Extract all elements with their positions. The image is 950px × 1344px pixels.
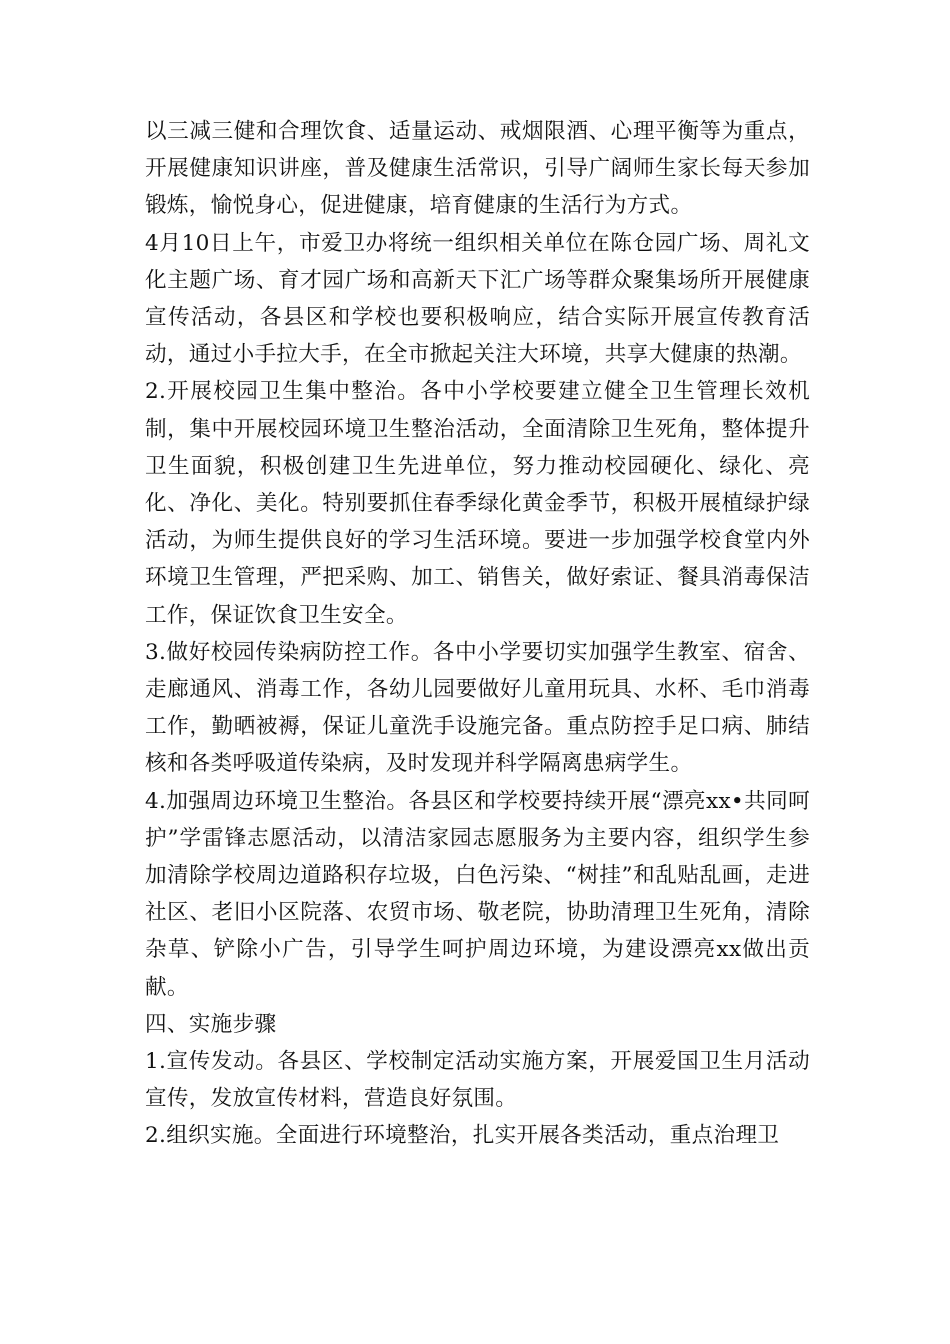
document-body <box>145 113 810 1155</box>
paragraph-health-education: 以三减三健和合理饮食、适量运动、戒烟限酒、心理平衡等为重点，开展健康知识讲座，普及健康生活常识，引导广阔师生家长每天参加锻炼，愉悦身心，促进健康，培育健康的生活行为方式。 <box>145 119 810 219</box>
paragraph-publicity: 1.宣传发动。各县区、学校制定活动实施方案，开展爱国卫生月活动宣传，发放宣传材料，营造良好氛围。 <box>145 1049 810 1112</box>
paragraph-disease-control: 3.做好校园传染病防控工作。各中小学要切实加强学生教室、宿舍、走廊通风、消毒工作，各幼儿园要做好儿童用玩具、水杯、毛巾消毒工作，勤晒被褥，保证儿童洗手设施完备。重点防控手足口病、肺结核和各类呼吸道传染病，及时发现并科学隔离患病学生。 <box>145 639 810 777</box>
paragraph-organization: 2.组织实施。全面进行环境整治，扎实开展各类活动，重点治理卫 <box>145 1123 780 1149</box>
paragraph-april-campaign: 4月10日上午，市爱卫办将统一组织相关单位在陈仓园广场、周礼文化主题广场、育才园广场和高新天下汇广场等群众聚集场所开展健康宣传活动，各县区和学校也要积极响应，结合实际开展宣传教育活动，通过小手拉大手，在全市掀起关注大环境，共享大健康的热潮。 <box>145 230 810 368</box>
paragraph-campus-sanitation: 2.开展校园卫生集中整治。各中小学校要建立健全卫生管理长效机制，集中开展校园环境卫生整治活动，全面清除卫生死角，整体提升卫生面貌，积极创建卫生先进单位，努力推动校园硬化、绿化、亮化、净化、美化。特别要抓住春季绿化黄金季节，积极开展植绿护绿活动，为师生提供良好的学习生活环境。要进一步加强学校食堂内外环境卫生管理，严把采购、加工、销售关，做好索证、餐具消毒保洁工作，保证饮食卫生安全。 <box>145 379 810 628</box>
paragraph-surrounding-environment: 4.加强周边环境卫生整治。各县区和学校要持续开展“漂亮xx•共同呵护”学雷锋志愿活动，以清洁家园志愿服务为主要内容，组织学生参加清除学校周边道路积存垃圾，白色污染、“树挂”和乱贴乱画，走进社区、老旧小区院落、农贸市场、敬老院，协助清理卫生死角，清除杂草、铲除小广告，引导学生呵护周边环境，为建设漂亮xx做出贡献。 <box>145 788 810 1000</box>
section-heading-implementation-steps: 四、实施步骤 <box>145 1011 277 1037</box>
